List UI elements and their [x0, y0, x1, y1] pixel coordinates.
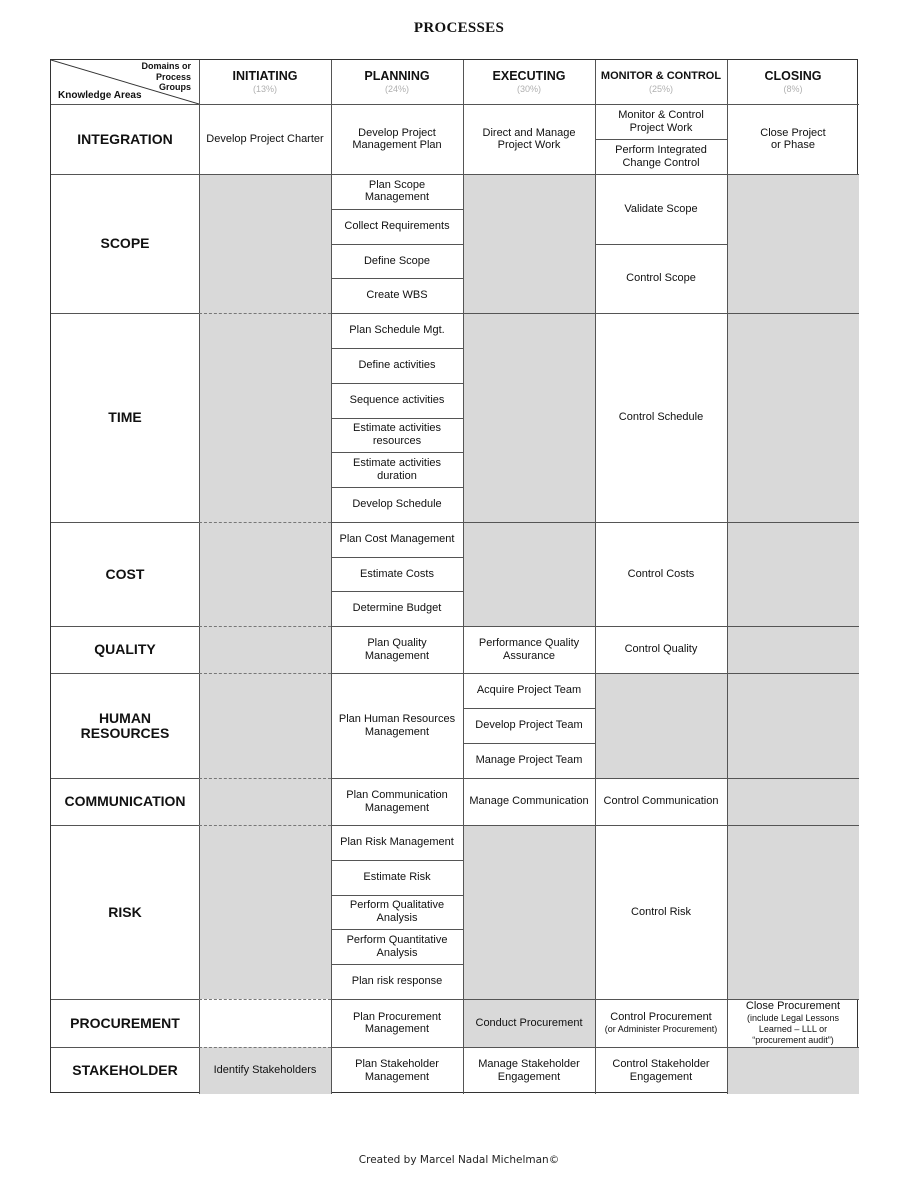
- knowledge-area-6: COMMUNICATION: [64, 793, 186, 809]
- process-cell: Estimate Risk: [363, 870, 431, 883]
- row-divider: [199, 174, 331, 175]
- process-cell: Plan Procurement Management: [352, 1010, 442, 1035]
- process-cell: Collect Requirements: [344, 219, 450, 232]
- row-divider: [331, 174, 463, 175]
- group-header-closing: [727, 60, 859, 104]
- row-divider: [331, 673, 463, 674]
- row-divider: [463, 1047, 595, 1048]
- group-percentage: (8%): [783, 84, 803, 94]
- group-header-initiating: [199, 60, 331, 104]
- process-cell: Acquire Project Team: [476, 684, 582, 697]
- row-divider: [595, 778, 727, 779]
- row-divider: [199, 778, 331, 779]
- knowledge-area-0: INTEGRATION: [77, 130, 173, 147]
- knowledge-area-8: PROCUREMENT: [70, 1014, 180, 1031]
- empty-shaded-cell: [595, 673, 727, 778]
- process-cell: Manage Project Team: [475, 754, 583, 767]
- process-cell: Perform Integrated Change Control: [615, 144, 707, 169]
- row-divider: [51, 999, 199, 1000]
- process-divider: [331, 383, 463, 384]
- row-divider: [727, 626, 859, 627]
- row-divider: [463, 522, 595, 523]
- process-cell: Estimate activities resources: [352, 422, 442, 447]
- group-percentage: (25%): [648, 84, 673, 94]
- group-header-executing: [463, 60, 595, 104]
- process-matrix: [50, 59, 858, 1093]
- process-divider: [331, 348, 463, 349]
- process-cell: Plan Quality Management: [364, 637, 430, 662]
- process-cell: Direct and Manage Project Work: [482, 126, 576, 151]
- process-cell: Define Scope: [363, 254, 431, 267]
- column-divider: [463, 60, 464, 1094]
- process-divider: [331, 895, 463, 896]
- group-percentage: (13%): [252, 84, 277, 94]
- process-divider: [595, 139, 727, 140]
- row-divider: [595, 999, 727, 1000]
- group-name: PLANNING: [364, 69, 430, 83]
- process-cell: Plan risk response: [351, 975, 443, 988]
- column-divider: [199, 60, 200, 1094]
- knowledge-area-5: HUMAN RESOURCES: [80, 709, 170, 741]
- row-divider: [463, 313, 595, 314]
- process-cell: Estimate Costs: [360, 567, 434, 580]
- column-divider: [595, 60, 596, 1094]
- row-divider: [595, 313, 727, 314]
- column-divider: [727, 60, 728, 1094]
- row-divider: [727, 778, 859, 779]
- row-divider: [331, 313, 463, 314]
- row-divider: [199, 999, 331, 1000]
- process-cell: Plan Schedule Mgt.: [349, 324, 445, 337]
- row-divider: [199, 313, 331, 314]
- row-divider: [463, 174, 595, 175]
- process-cell: Performance Quality Assurance: [478, 637, 580, 662]
- process-cell: Validate Scope: [624, 202, 698, 215]
- row-divider: [331, 999, 463, 1000]
- process-divider: [331, 418, 463, 419]
- process-cell: Develop Project Charter: [206, 132, 324, 145]
- process-cell: Control Communication: [603, 795, 719, 808]
- process-cell: Determine Budget: [352, 602, 442, 615]
- row-divider: [463, 673, 595, 674]
- row-divider: [727, 313, 859, 314]
- knowledge-area-4: QUALITY: [94, 641, 156, 657]
- row-divider: [51, 522, 199, 523]
- empty-shaded-cell: [727, 1047, 859, 1094]
- row-divider: [199, 626, 331, 627]
- process-cell: Identify Stakeholders: [213, 1064, 317, 1077]
- row-divider: [595, 522, 727, 523]
- row-divider: [199, 825, 331, 826]
- knowledge-area-9: STAKEHOLDER: [72, 1062, 178, 1078]
- empty-shaded-cell: [199, 174, 331, 999]
- row-divider: [51, 778, 199, 779]
- group-percentage: (30%): [516, 84, 541, 94]
- row-divider: [463, 626, 595, 627]
- row-divider: [595, 825, 727, 826]
- row-divider: [51, 825, 199, 826]
- row-divider: [331, 1047, 463, 1048]
- group-name: CLOSING: [764, 69, 822, 83]
- process-cell: Manage Stakeholder Engagement: [478, 1058, 580, 1083]
- row-divider: [727, 174, 859, 175]
- process-cell: Develop Project Management Plan: [352, 126, 442, 151]
- process-cell: Plan Risk Management: [340, 836, 454, 849]
- footer-credit: Created by Marcel Nadal Michelman©: [358, 1154, 560, 1166]
- process-divider: [331, 278, 463, 279]
- row-divider: [463, 999, 595, 1000]
- process-note: (or Administer Procurement): [604, 1024, 718, 1034]
- process-cell: Perform Quantitative Analysis: [346, 934, 448, 959]
- process-divider: [595, 244, 727, 245]
- row-divider: [727, 825, 859, 826]
- row-divider: [331, 825, 463, 826]
- row-divider: [595, 626, 727, 627]
- process-divider: [463, 743, 595, 744]
- process-cell: [727, 999, 859, 1047]
- process-cell: Develop Schedule: [352, 498, 442, 511]
- process-name: Control Procurement: [610, 1010, 712, 1023]
- process-cell: Manage Communication: [469, 795, 589, 808]
- row-divider: [199, 673, 331, 674]
- row-divider: [331, 778, 463, 779]
- empty-shaded-cell: [727, 174, 859, 999]
- corner-top-label: Domains or Process Groups: [141, 61, 191, 92]
- group-name: EXECUTING: [492, 69, 566, 83]
- process-name: Close Procurement: [745, 1000, 841, 1013]
- process-cell: Control Quality: [624, 643, 698, 656]
- row-divider: [51, 104, 859, 105]
- process-divider: [331, 209, 463, 210]
- process-cell: Develop Project Team: [475, 719, 583, 732]
- process-cell: Conduct Procurement: [475, 1016, 583, 1029]
- process-cell: Control Costs: [627, 567, 695, 580]
- process-cell: Plan Human Resources Management: [338, 713, 456, 738]
- row-divider: [51, 626, 199, 627]
- process-cell: Control Risk: [631, 905, 691, 918]
- process-divider: [463, 708, 595, 709]
- row-divider: [199, 522, 331, 523]
- row-divider: [727, 673, 859, 674]
- process-cell: Plan Cost Management: [339, 533, 455, 546]
- process-cell: Define activities: [358, 358, 436, 371]
- process-divider: [331, 487, 463, 488]
- row-divider: [51, 1047, 199, 1048]
- process-cell: Control Schedule: [618, 411, 704, 424]
- corner-bottom-label: Knowledge Areas: [58, 89, 142, 101]
- matrix-corner: [51, 60, 199, 104]
- process-note: (include Legal Lessons Learned – LLL or “procurement audit”): [746, 1012, 840, 1045]
- process-cell: Control Scope: [626, 272, 696, 284]
- process-divider: [331, 860, 463, 861]
- row-divider: [595, 174, 727, 175]
- process-cell: Plan Stakeholder Management: [355, 1058, 439, 1083]
- process-cell: Monitor & Control Project Work: [618, 109, 704, 134]
- row-divider: [727, 999, 859, 1000]
- row-divider: [51, 174, 199, 175]
- knowledge-area-1: SCOPE: [100, 235, 150, 251]
- knowledge-area-2: TIME: [108, 409, 142, 425]
- process-cell: Estimate activities duration: [352, 457, 442, 482]
- process-cell: Sequence activities: [349, 393, 445, 406]
- row-divider: [463, 825, 595, 826]
- row-divider: [727, 522, 859, 523]
- row-divider: [51, 313, 199, 314]
- row-divider: [331, 626, 463, 627]
- process-cell: Close Project or Phase: [760, 126, 826, 151]
- process-cell: Plan Scope Management: [364, 178, 430, 204]
- process-divider: [331, 452, 463, 453]
- group-name: MONITOR & CONTROL: [600, 70, 722, 82]
- knowledge-area-7: RISK: [108, 903, 142, 920]
- knowledge-area-3: COST: [105, 565, 145, 582]
- process-cell: Perform Qualitative Analysis: [349, 899, 445, 924]
- group-name: INITIATING: [232, 69, 298, 83]
- empty-shaded-cell: [463, 174, 595, 626]
- process-divider: [331, 591, 463, 592]
- process-cell: Plan Communication Management: [346, 789, 448, 814]
- row-divider: [463, 778, 595, 779]
- row-divider: [199, 1047, 331, 1048]
- process-cell: Control Stakeholder Engagement: [612, 1058, 710, 1083]
- row-divider: [331, 522, 463, 523]
- row-divider: [595, 673, 727, 674]
- process-divider: [331, 244, 463, 245]
- group-header-planning: [331, 60, 463, 104]
- process-divider: [331, 557, 463, 558]
- group-header-monitor: [595, 60, 727, 104]
- row-divider: [51, 673, 199, 674]
- row-divider: [595, 1047, 727, 1048]
- page-title: PROCESSES: [413, 20, 505, 36]
- process-cell: Create WBS: [366, 289, 428, 302]
- process-divider: [331, 929, 463, 930]
- column-divider: [331, 60, 332, 1094]
- group-percentage: (24%): [384, 84, 409, 94]
- process-cell: [595, 999, 727, 1047]
- row-divider: [727, 1047, 859, 1048]
- process-divider: [331, 964, 463, 965]
